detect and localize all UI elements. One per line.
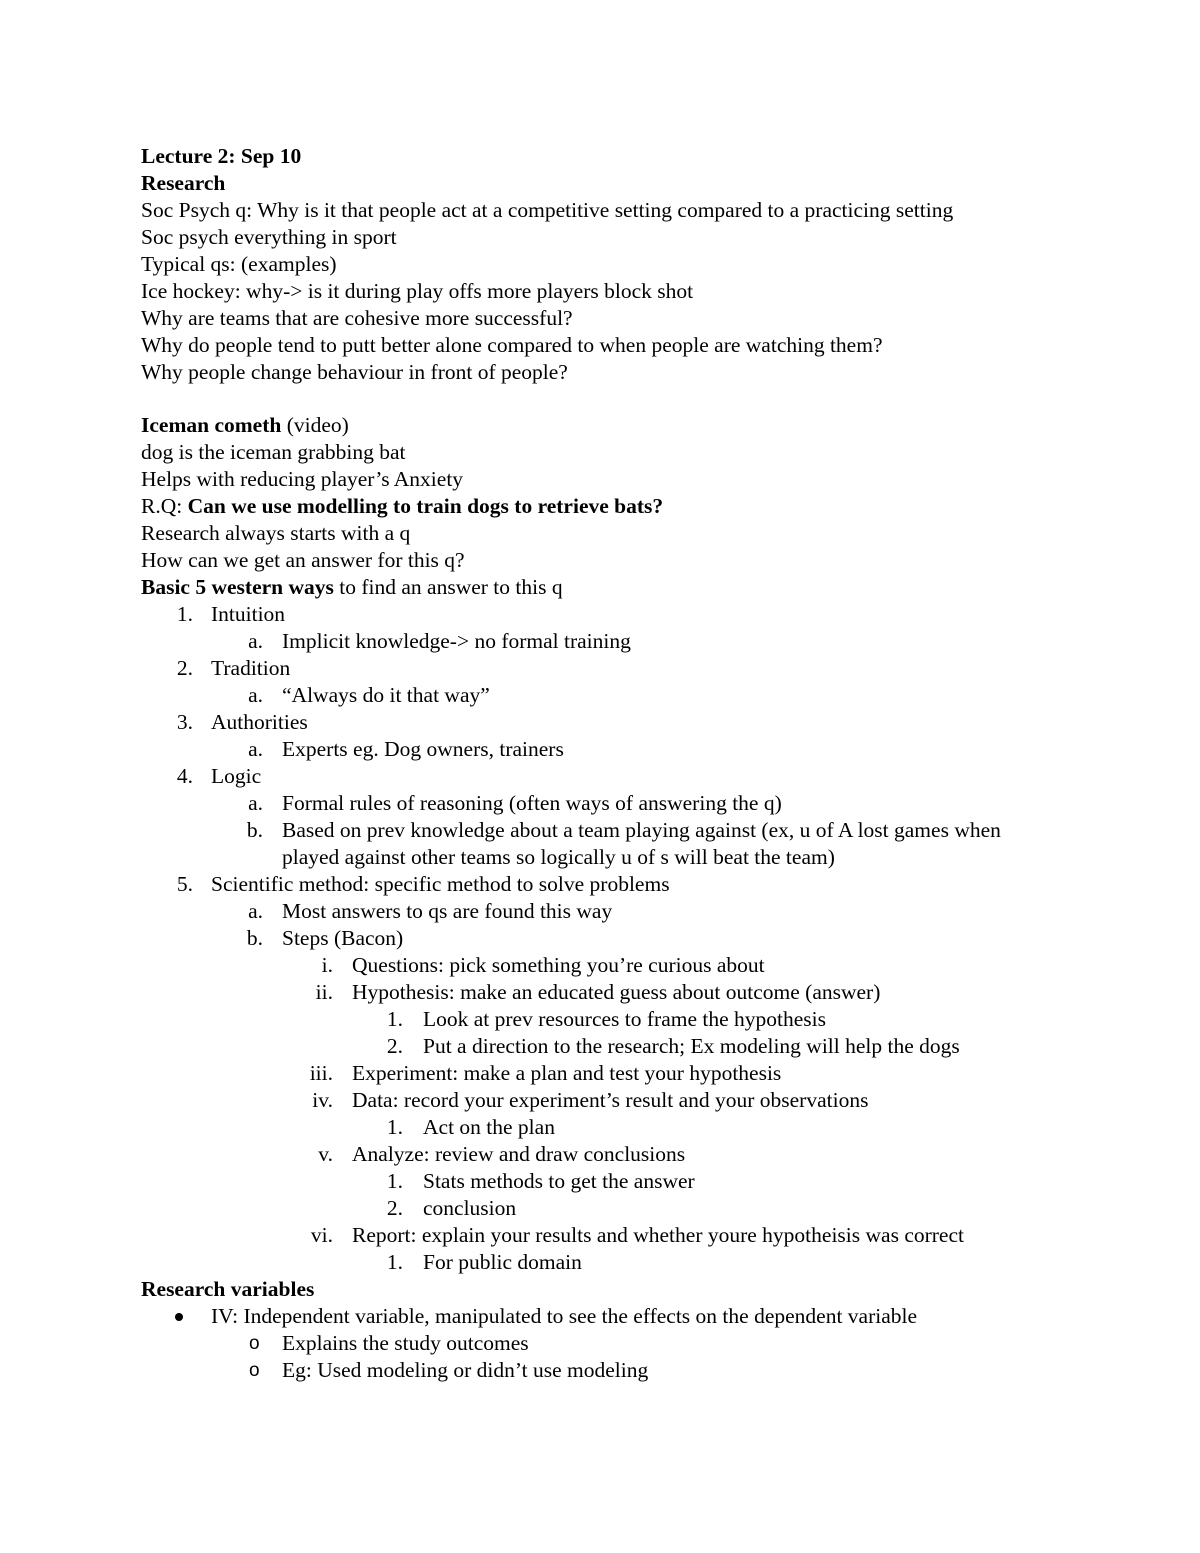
research-variables-heading: Research variables	[141, 1277, 315, 1301]
list-item: a. “Always do it that way”	[248, 683, 490, 707]
list-item: 1. Stats methods to get the answer	[386, 1169, 695, 1193]
text-line: Why do people tend to putt better alone compared to when people are watching them?	[141, 333, 883, 357]
text-line: Soc Psych q: Why is it that people act at a competitive setting compared to a practicing setting	[141, 198, 954, 222]
list-item: v. Analyze: review and draw conclusions	[318, 1142, 686, 1166]
list-item: 2. Tradition	[176, 656, 291, 680]
text-line: Typical qs: (examples)	[141, 252, 337, 276]
lecture-heading: Lecture 2: Sep 10	[141, 144, 302, 168]
list-item: 1. Act on the plan	[386, 1115, 555, 1139]
hollow-bullet-icon: o	[249, 1360, 260, 1381]
sub-bullet-item: o Explains the study outcomes	[249, 1331, 529, 1355]
list-item: 5. Scientific method: specific method to solve problems	[176, 872, 670, 896]
list-item: a. Formal rules of reasoning (often ways of answering the q)	[248, 791, 782, 815]
iceman-heading: Iceman cometh (video)	[141, 413, 349, 437]
list-item: 3. Authorities	[176, 710, 308, 734]
list-item: vi. Report: explain your results and whether youre hypotheisis was correct	[310, 1223, 964, 1247]
list-item: 1. Intuition	[176, 602, 286, 626]
list-item: 4. Logic	[176, 764, 262, 788]
list-item: 2. Put a direction to the research; Ex modeling will help the dogs	[386, 1034, 960, 1058]
list-item: a. Most answers to qs are found this way	[248, 899, 613, 923]
bullet-icon	[175, 1313, 183, 1321]
list-item: iii. Experiment: make a plan and test your hypothesis	[309, 1061, 782, 1085]
sub-bullet-item: o Eg: Used modeling or didn’t use modeling	[249, 1358, 649, 1382]
research-question: R.Q: Can we use modelling to train dogs to retrieve bats?	[141, 494, 664, 518]
list-item: iv. Data: record your experiment’s result and your observations	[312, 1088, 869, 1112]
text-line: Why are teams that are cohesive more successful?	[141, 306, 573, 330]
list-item: ii. Hypothesis: make an educated guess about outcome (answer)	[315, 980, 881, 1004]
list-item: a. Experts eg. Dog owners, trainers	[248, 737, 564, 761]
list-item: 1. For public domain	[386, 1250, 582, 1274]
list-item: a. Implicit knowledge-> no formal training	[248, 629, 631, 653]
ways-heading: Basic 5 western ways to find an answer to this q	[141, 575, 563, 599]
list-item: i. Questions: pick something you’re curious about	[321, 953, 765, 977]
list-item: b. Based on prev knowledge about a team playing against (ex, u of A lost games when played against other teams so logically u of s will beat the team)	[246, 818, 1001, 869]
text-line: Helps with reducing player’s Anxiety	[141, 467, 464, 491]
list-item: 2. conclusion	[386, 1196, 517, 1220]
text-line: Research always starts with a q	[141, 521, 411, 545]
list-item: b. Steps (Bacon)	[246, 926, 404, 950]
document-body	[141, 143, 1151, 1384]
blank-line	[141, 386, 1151, 412]
text-line: Soc psych everything in sport	[141, 225, 397, 249]
text-line: How can we get an answer for this q?	[141, 548, 465, 572]
bullet-item: IV: Independent variable, manipulated to see the effects on the dependent variable	[141, 1303, 1151, 1330]
hollow-bullet-icon: o	[249, 1333, 260, 1354]
text-line: Why people change behaviour in front of people?	[141, 360, 568, 384]
list-item: 1. Look at prev resources to frame the hypothesis	[386, 1007, 826, 1031]
text-line: Ice hockey: why-> is it during play offs more players block shot	[141, 279, 694, 303]
text-line: dog is the iceman grabbing bat	[141, 440, 406, 464]
research-heading: Research	[141, 171, 226, 195]
